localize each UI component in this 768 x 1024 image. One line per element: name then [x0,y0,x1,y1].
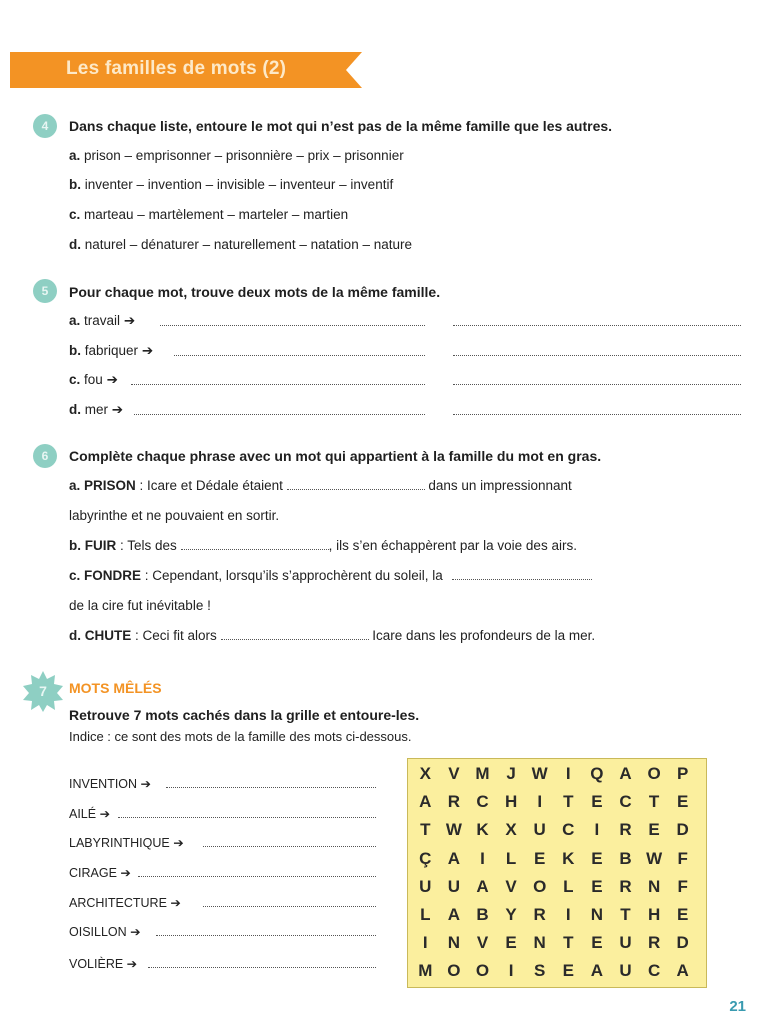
exercise-6-sentence-a [69,478,572,493]
answer-field[interactable] [203,906,376,907]
item-letter: b. [69,538,81,553]
grid-letter[interactable]: R [619,876,632,896]
word-label: AILÉ [69,807,97,821]
arrow-icon: ➔ [140,777,152,791]
word-list[interactable]: prison – emprisonner – prisonnière – prix – prisonnier [84,148,404,163]
grid-letter[interactable]: W [531,764,548,783]
grid-letter[interactable]: S [534,961,546,981]
exercise-5-item-d [69,402,123,418]
grid-letter[interactable]: T [563,792,574,812]
grid-letter[interactable]: I [565,764,571,783]
grid-letter[interactable]: K [562,848,575,868]
grid-letter[interactable]: E [591,792,603,812]
grid-letter[interactable]: E [534,848,546,868]
item-letter: a. [69,148,81,163]
grid-letter[interactable]: V [448,764,460,783]
key-word: CHUTE [84,628,132,643]
grid-letter[interactable]: O [647,764,661,783]
grid-letter[interactable]: L [505,848,517,868]
grid-letter[interactable]: R [533,905,546,924]
item-word: fou [84,372,103,387]
answer-field[interactable] [453,355,741,356]
item-letter: a. [69,478,81,493]
item-letter: b. [69,343,81,358]
key-word: FUIR [84,538,117,553]
grid-letter[interactable]: X [505,820,517,840]
page-title: Les familles de mots (2) [66,58,287,79]
answer-field[interactable] [138,876,376,877]
grid-row [408,820,706,848]
word-list-item [69,806,110,821]
grid-letter[interactable]: E [505,933,517,953]
exercise-5-item-a [69,313,135,329]
item-letter: d. [69,628,81,643]
answer-field[interactable] [453,414,741,415]
grid-letter[interactable]: N [533,933,546,953]
grid-letter[interactable]: Y [505,905,517,924]
grid-letter[interactable]: C [647,961,661,981]
answer-field[interactable] [148,967,376,968]
exercise-5-badge: 5 [33,279,57,303]
grid-letter[interactable]: U [533,820,546,840]
exercise-4-item-d [69,237,412,252]
sentence-text: , ils s’en échappèrent par la voie des airs. [328,538,577,553]
answer-field[interactable] [452,569,592,580]
answer-field[interactable] [134,414,425,415]
sentence-text: : Ceci fit alors [131,628,221,643]
answer-field[interactable] [453,384,741,385]
answer-field[interactable] [203,846,376,847]
sentence-text: : Cependant, lorsqu’ils s’approchèrent du soleil, la [141,568,447,583]
arrow-icon: ➔ [126,957,138,971]
sentence-text: : Tels des [116,538,181,553]
answer-field[interactable] [181,539,329,550]
exercise-7-badge: 7 [39,683,47,699]
section-banner [10,52,362,88]
grid-letter[interactable]: P [677,764,689,783]
item-word: mer [84,402,109,417]
answer-field[interactable] [118,817,376,818]
grid-letter[interactable]: A [419,792,432,812]
item-word: fabriquer [84,343,139,358]
grid-letter[interactable]: T [420,820,431,840]
word-label: CIRAGE [69,866,117,880]
item-letter: c. [69,568,81,583]
grid-letter[interactable]: F [677,876,688,896]
grid-letter[interactable]: N [590,905,604,924]
grid-letter[interactable]: E [591,933,603,953]
word-list-item [69,776,151,791]
exercise-4-item-c [69,207,348,222]
grid-letter[interactable]: T [563,933,574,953]
item-word: travail [84,313,121,328]
grid-letter[interactable]: B [619,848,632,868]
word-label: INVENTION [69,777,138,791]
grid-letter[interactable]: X [419,764,431,783]
exercise-6-sentence-c [69,568,592,583]
sentence-text: : Icare et Dédale étaient [135,478,287,493]
grid-letter[interactable]: C [619,792,632,812]
word-label: ARCHITECTURE [69,896,167,910]
exercise-5-item-b [69,343,153,359]
grid-letter[interactable]: I [422,933,428,953]
answer-field[interactable] [166,787,376,788]
grid-letter[interactable]: A [476,876,489,896]
grid-letter[interactable]: V [505,876,517,896]
grid-letter[interactable]: A [447,905,461,924]
grid-row [408,764,706,792]
grid-letter[interactable]: A [676,961,689,981]
grid-row [408,877,706,905]
word-list[interactable]: marteau – martèlement – marteler – martien [84,207,349,222]
exercise-6-sentence-b [69,538,577,553]
grid-letter[interactable]: E [677,905,689,924]
key-word: PRISON [84,478,136,493]
grid-letter[interactable]: A [447,848,461,868]
exercise-7-title: MOTS MÊLÉS [69,680,162,696]
grid-letter[interactable]: M [475,764,490,783]
exercise-4-item-b [69,177,393,192]
grid-letter[interactable]: M [418,961,433,981]
arrow-icon: ➔ [173,836,184,850]
answer-field[interactable] [453,325,741,326]
answer-field[interactable] [131,384,425,385]
word-list[interactable]: inventer – invention – invisible – inventeur – inventif [84,177,394,192]
grid-letter[interactable]: N [447,933,461,953]
exercise-6-badge: 6 [33,444,57,468]
exercise-6-sentence-a-continued: labyrinthe et ne pouvaient en sortir. [69,508,280,523]
grid-letter[interactable]: E [648,820,660,840]
grid-row [408,792,706,820]
arrow-icon: ➔ [123,313,136,328]
word-list-item [69,895,181,910]
grid-letter[interactable]: L [420,905,431,924]
grid-letter[interactable]: E [677,792,689,812]
grid-letter[interactable]: O [447,961,461,981]
arrow-icon: ➔ [141,343,154,358]
word-search-grid [407,758,707,988]
item-letter: c. [69,372,81,387]
exercise-5-item-c [69,372,118,388]
grid-row [408,905,706,933]
sentence-text: Icare dans les profondeurs de la mer. [368,628,596,643]
exercise-7-hint: Indice : ce sont des mots de la famille des mots ci-dessous. [69,729,412,744]
arrow-icon: ➔ [130,925,141,939]
grid-letter[interactable]: I [565,905,571,924]
grid-row [408,849,706,877]
grid-letter[interactable]: I [480,848,485,868]
grid-letter[interactable]: F [677,848,688,868]
answer-field[interactable] [174,355,425,356]
word-list-item [69,835,184,850]
grid-letter[interactable]: A [619,764,632,783]
exercise-4-badge: 4 [33,114,57,138]
grid-row [408,961,706,989]
grid-letter[interactable]: C [476,792,489,812]
grid-letter[interactable]: C [562,820,575,840]
grid-letter[interactable]: I [508,961,514,981]
answer-field[interactable] [221,629,369,640]
answer-field[interactable] [287,479,425,490]
exercise-6-sentence-d [69,628,595,643]
grid-letter[interactable]: U [619,933,632,953]
arrow-icon: ➔ [99,807,111,821]
grid-row [408,933,706,961]
word-label: LABYRINTHIQUE [69,836,170,850]
grid-letter[interactable]: D [676,933,689,953]
grid-letter[interactable]: D [676,820,689,840]
grid-letter[interactable]: T [648,792,660,812]
grid-letter[interactable]: H [504,792,518,812]
grid-letter[interactable]: E [591,848,603,868]
item-letter: b. [69,177,81,192]
item-letter: d. [69,237,81,252]
word-label: VOLIÈRE [69,957,124,971]
key-word: FONDRE [84,568,142,583]
item-letter: c. [69,207,81,222]
sentence-text: dans un impressionnant [424,478,572,493]
exercise-6-sentence-c-continued: de la cire fut inévitable ! [69,598,211,613]
word-list-item [69,956,137,971]
answer-field[interactable] [160,325,425,326]
arrow-icon: ➔ [111,402,124,417]
grid-letter[interactable]: R [447,792,461,812]
arrow-icon: ➔ [120,866,131,880]
arrow-icon: ➔ [170,896,181,910]
grid-letter[interactable]: E [562,961,574,981]
grid-letter[interactable]: R [647,933,661,953]
grid-letter[interactable]: U [419,876,432,896]
grid-letter[interactable]: L [563,876,574,896]
grid-letter[interactable]: A [590,961,604,981]
grid-letter[interactable]: O [475,961,490,981]
word-list-item [69,865,131,880]
grid-letter[interactable]: I [537,792,543,812]
exercise-4-instruction: Dans chaque liste, entoure le mot qui n’est pas de la même famille que les autres. [69,118,613,134]
exercise-6-instruction: Complète chaque phrase avec un mot qui appartient à la famille du mot en gras. [69,448,602,464]
grid-letter[interactable]: N [647,876,661,896]
grid-letter[interactable]: W [445,820,462,840]
grid-letter[interactable]: H [647,905,661,924]
word-label: OISILLON [69,925,127,939]
item-letter: a. [69,313,81,328]
answer-field[interactable] [156,935,376,936]
grid-letter[interactable]: W [646,848,663,868]
exercise-5-instruction: Pour chaque mot, trouve deux mots de la même famille. [69,284,441,300]
grid-letter[interactable]: B [476,905,489,924]
grid-letter[interactable]: U [619,961,632,981]
grid-letter[interactable]: K [476,820,489,840]
grid-letter[interactable]: Ç [419,848,432,868]
grid-letter[interactable]: E [591,876,603,896]
grid-letter[interactable]: R [619,820,632,840]
grid-letter[interactable]: T [620,905,631,924]
word-list[interactable]: naturel – dénaturer – naturellement – natation – nature [84,237,412,252]
grid-letter[interactable]: O [533,876,547,896]
grid-letter[interactable]: I [594,820,600,840]
word-list-item [69,924,141,939]
grid-letter[interactable]: J [506,764,516,783]
grid-letter[interactable]: Q [590,764,604,783]
exercise-7-instruction: Retrouve 7 mots cachés dans la grille et entoure-les. [69,707,420,723]
arrow-icon: ➔ [106,372,118,387]
exercise-4-item-a [69,148,404,163]
page-number: 21 [729,998,746,1015]
grid-letter[interactable]: U [447,876,461,896]
grid-letter[interactable]: V [476,933,489,953]
item-letter: d. [69,402,81,417]
